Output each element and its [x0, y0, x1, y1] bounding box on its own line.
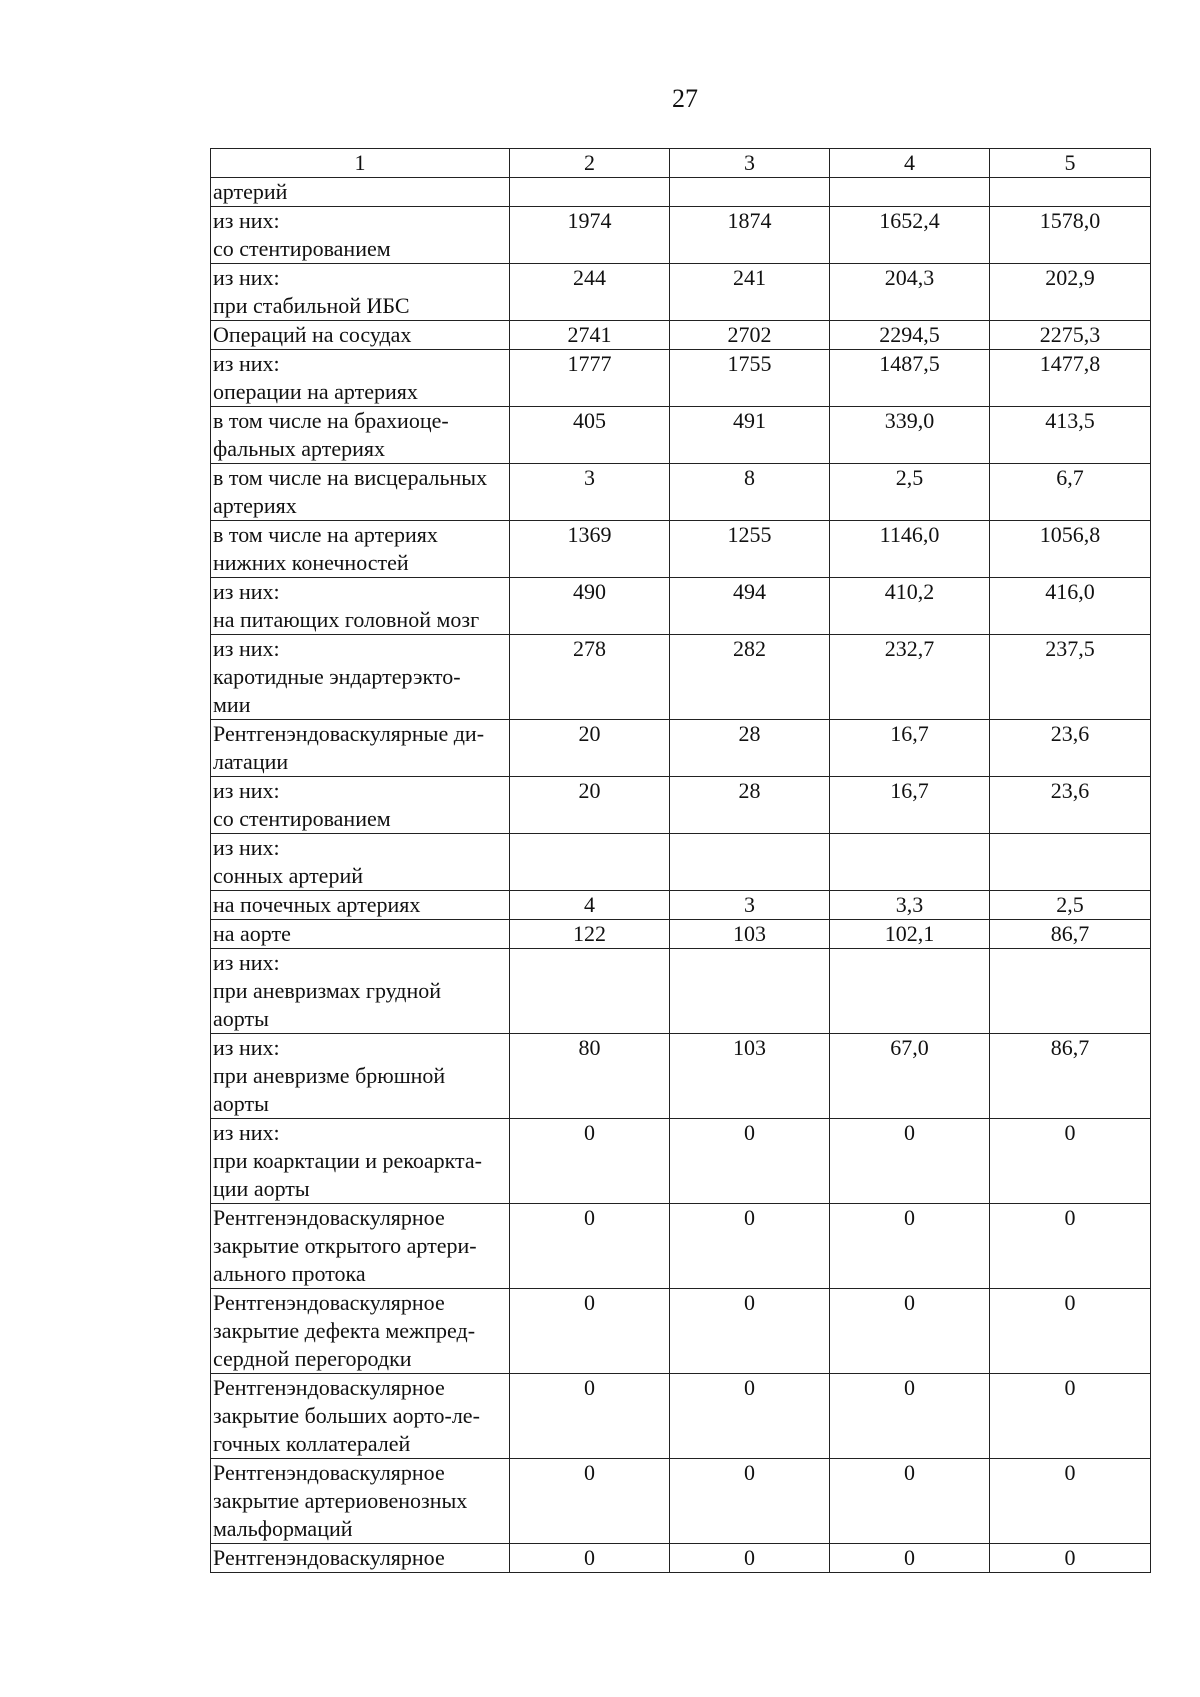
table-row [211, 521, 1151, 578]
value-cell: 2741 [510, 321, 670, 350]
row-label-line: Рентгенэндоваскулярное [213, 1375, 445, 1400]
value-cell: 0 [830, 1204, 990, 1289]
row-label-line: ции аорты [213, 1176, 310, 1201]
row-label-line: на аорте [213, 921, 291, 946]
column-header: 5 [990, 149, 1151, 178]
value-cell: 122 [510, 920, 670, 949]
value-cell [830, 834, 990, 891]
row-label-line: из них: [213, 208, 280, 233]
value-cell [990, 178, 1151, 207]
value-cell: 0 [830, 1289, 990, 1374]
value-cell: 3 [670, 891, 830, 920]
value-cell: 1369 [510, 521, 670, 578]
row-label-line: Рентгенэндоваскулярное [213, 1545, 445, 1570]
table-body [211, 178, 1151, 1573]
row-label-line: ального протока [213, 1261, 366, 1286]
row-label-cell [211, 891, 510, 920]
value-cell: 339,0 [830, 407, 990, 464]
value-cell: 244 [510, 264, 670, 321]
value-cell: 0 [510, 1204, 670, 1289]
value-cell: 0 [990, 1204, 1151, 1289]
value-cell: 20 [510, 777, 670, 834]
row-label-line: артериях [213, 493, 297, 518]
table-row [211, 720, 1151, 777]
value-cell: 413,5 [990, 407, 1151, 464]
value-cell: 0 [830, 1544, 990, 1573]
row-label-cell [211, 1204, 510, 1289]
value-cell: 2294,5 [830, 321, 990, 350]
value-cell: 16,7 [830, 777, 990, 834]
value-cell: 2,5 [830, 464, 990, 521]
row-label-cell [211, 321, 510, 350]
row-label-line: Рентгенэндоваскулярное [213, 1290, 445, 1315]
value-cell [990, 949, 1151, 1034]
value-cell: 1974 [510, 207, 670, 264]
value-cell: 416,0 [990, 578, 1151, 635]
table-row [211, 178, 1151, 207]
row-label-line: Рентгенэндоваскулярные ди- [213, 721, 485, 746]
value-cell: 0 [670, 1289, 830, 1374]
value-cell: 1874 [670, 207, 830, 264]
value-cell: 0 [510, 1544, 670, 1573]
row-label-line: каротидные эндартерэкто- [213, 664, 461, 689]
row-label-line: сонных артерий [213, 863, 363, 888]
value-cell: 204,3 [830, 264, 990, 321]
row-label-cell [211, 720, 510, 777]
value-cell: 2702 [670, 321, 830, 350]
value-cell: 3 [510, 464, 670, 521]
row-label-line: мии [213, 692, 251, 717]
row-label-line: из них: [213, 950, 280, 975]
value-cell [510, 834, 670, 891]
value-cell: 103 [670, 1034, 830, 1119]
row-label-cell [211, 1459, 510, 1544]
row-label-line: мальформаций [213, 1516, 353, 1541]
value-cell: 1255 [670, 521, 830, 578]
table-row [211, 207, 1151, 264]
table-row [211, 1204, 1151, 1289]
column-header: 3 [670, 149, 830, 178]
row-label-line: в том числе на артериях [213, 522, 438, 547]
row-label-line: операции на артериях [213, 379, 418, 404]
value-cell: 0 [670, 1374, 830, 1459]
row-label-line: при аневризме брюшной [213, 1063, 446, 1088]
row-label-line: при стабильной ИБС [213, 293, 410, 318]
value-cell: 23,6 [990, 777, 1151, 834]
table-row [211, 1289, 1151, 1374]
value-cell: 1487,5 [830, 350, 990, 407]
row-label-cell [211, 834, 510, 891]
value-cell: 0 [990, 1119, 1151, 1204]
column-header: 4 [830, 149, 990, 178]
row-label-cell [211, 521, 510, 578]
statistics-table [210, 148, 1151, 1573]
value-cell [510, 949, 670, 1034]
table-row [211, 264, 1151, 321]
table-row [211, 1374, 1151, 1459]
value-cell: 28 [670, 777, 830, 834]
table-row [211, 635, 1151, 720]
row-label-line: на питающих головной мозг [213, 607, 480, 632]
row-label-cell [211, 264, 510, 321]
row-label-line: из них: [213, 636, 280, 661]
row-label-cell [211, 464, 510, 521]
value-cell: 1755 [670, 350, 830, 407]
value-cell: 67,0 [830, 1034, 990, 1119]
value-cell: 16,7 [830, 720, 990, 777]
row-label-line: в том числе на брахиоце- [213, 408, 449, 433]
row-label-cell [211, 635, 510, 720]
value-cell: 0 [990, 1289, 1151, 1374]
row-label-cell [211, 350, 510, 407]
row-label-line: со стентированием [213, 236, 391, 261]
row-label-line: аорты [213, 1091, 269, 1116]
row-label-line: гочных коллатералей [213, 1431, 411, 1456]
value-cell: 6,7 [990, 464, 1151, 521]
value-cell: 282 [670, 635, 830, 720]
page-number: 27 [672, 84, 698, 113]
value-cell: 0 [670, 1119, 830, 1204]
value-cell: 410,2 [830, 578, 990, 635]
row-label-line: Рентгенэндоваскулярное [213, 1460, 445, 1485]
row-label-line: при коарктации и рекоаркта- [213, 1148, 482, 1173]
row-label-line: из них: [213, 1120, 280, 1145]
value-cell: 8 [670, 464, 830, 521]
value-cell: 0 [510, 1459, 670, 1544]
column-header: 2 [510, 149, 670, 178]
value-cell: 1578,0 [990, 207, 1151, 264]
row-label-cell [211, 578, 510, 635]
value-cell: 0 [990, 1544, 1151, 1573]
table-row [211, 777, 1151, 834]
value-cell: 0 [670, 1204, 830, 1289]
row-label-line: из них: [213, 778, 280, 803]
table-row [211, 1034, 1151, 1119]
value-cell [670, 834, 830, 891]
row-label-cell [211, 1119, 510, 1204]
row-label-line: из них: [213, 1035, 280, 1060]
value-cell: 490 [510, 578, 670, 635]
value-cell: 1146,0 [830, 521, 990, 578]
table-row [211, 920, 1151, 949]
value-cell: 23,6 [990, 720, 1151, 777]
row-label-line: Рентгенэндоваскулярное [213, 1205, 445, 1230]
row-label-cell [211, 407, 510, 464]
table-row [211, 1544, 1151, 1573]
table-row [211, 464, 1151, 521]
row-label-line: нижних конечностей [213, 550, 409, 575]
table-row [211, 350, 1151, 407]
value-cell [830, 949, 990, 1034]
value-cell: 241 [670, 264, 830, 321]
row-label-line: фальных артериях [213, 436, 386, 461]
value-cell: 86,7 [990, 920, 1151, 949]
row-label-line: при аневризмах грудной [213, 978, 442, 1003]
value-cell: 1652,4 [830, 207, 990, 264]
value-cell: 3,3 [830, 891, 990, 920]
header-row [211, 149, 1151, 178]
value-cell: 405 [510, 407, 670, 464]
value-cell: 103 [670, 920, 830, 949]
row-label-line: Операций на сосудах [213, 322, 412, 347]
value-cell: 20 [510, 720, 670, 777]
value-cell: 0 [510, 1374, 670, 1459]
table-row [211, 321, 1151, 350]
row-label-line: закрытие артериовенозных [213, 1488, 468, 1513]
table-row [211, 578, 1151, 635]
row-label-line: закрытие дефекта межпред- [213, 1318, 476, 1343]
row-label-line: на почечных артериях [213, 892, 421, 917]
value-cell: 0 [830, 1459, 990, 1544]
row-label-line: закрытие больших аорто-ле- [213, 1403, 480, 1428]
value-cell: 237,5 [990, 635, 1151, 720]
value-cell: 1056,8 [990, 521, 1151, 578]
row-label-cell [211, 920, 510, 949]
row-label-line: из них: [213, 351, 280, 376]
table-row [211, 834, 1151, 891]
value-cell: 0 [670, 1544, 830, 1573]
value-cell: 0 [830, 1374, 990, 1459]
row-label-line: в том числе на висцеральных [213, 465, 488, 490]
value-cell: 80 [510, 1034, 670, 1119]
table-row [211, 407, 1151, 464]
row-label-line: закрытие открытого артери- [213, 1233, 477, 1258]
row-label-line: сердной перегородки [213, 1346, 412, 1371]
table-row [211, 949, 1151, 1034]
row-label-line: из них: [213, 265, 280, 290]
row-label-line: аорты [213, 1006, 269, 1031]
value-cell: 4 [510, 891, 670, 920]
row-label-line: из них: [213, 579, 280, 604]
row-label-cell [211, 178, 510, 207]
value-cell: 0 [990, 1374, 1151, 1459]
row-label-cell [211, 1544, 510, 1573]
value-cell: 1777 [510, 350, 670, 407]
value-cell: 0 [830, 1119, 990, 1204]
value-cell: 0 [510, 1289, 670, 1374]
value-cell: 494 [670, 578, 830, 635]
value-cell: 86,7 [990, 1034, 1151, 1119]
row-label-line: со стентированием [213, 806, 391, 831]
value-cell: 278 [510, 635, 670, 720]
value-cell [830, 178, 990, 207]
value-cell: 0 [990, 1459, 1151, 1544]
row-label-line: латации [213, 749, 289, 774]
value-cell: 1477,8 [990, 350, 1151, 407]
row-label-cell [211, 1374, 510, 1459]
row-label-line: артерий [213, 179, 288, 204]
value-cell: 0 [510, 1119, 670, 1204]
row-label-cell [211, 207, 510, 264]
row-label-cell [211, 1289, 510, 1374]
value-cell [670, 178, 830, 207]
value-cell [510, 178, 670, 207]
row-label-cell [211, 777, 510, 834]
value-cell: 28 [670, 720, 830, 777]
value-cell: 0 [670, 1459, 830, 1544]
table-row [211, 891, 1151, 920]
value-cell: 202,9 [990, 264, 1151, 321]
row-label-cell [211, 1034, 510, 1119]
value-cell [670, 949, 830, 1034]
value-cell: 2275,3 [990, 321, 1151, 350]
column-header: 1 [211, 149, 510, 178]
value-cell: 2,5 [990, 891, 1151, 920]
row-label-cell [211, 949, 510, 1034]
row-label-line: из них: [213, 835, 280, 860]
value-cell: 232,7 [830, 635, 990, 720]
value-cell: 491 [670, 407, 830, 464]
table-row [211, 1119, 1151, 1204]
value-cell [990, 834, 1151, 891]
table-row [211, 1459, 1151, 1544]
value-cell: 102,1 [830, 920, 990, 949]
